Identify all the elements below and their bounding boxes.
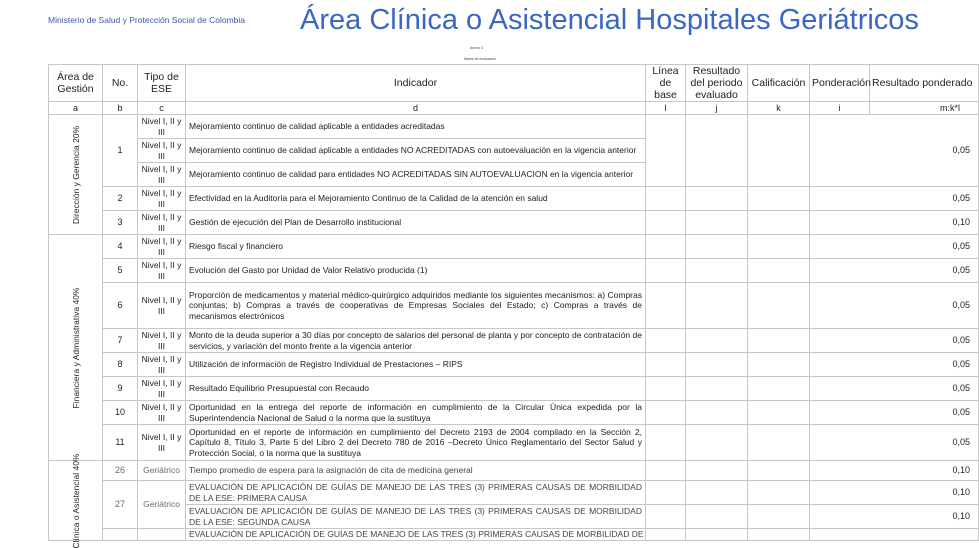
row-tipo: Nivel I, II y III xyxy=(138,329,186,353)
row-tipo: Nivel I, II y III xyxy=(138,235,186,259)
row-indicador: EVALUACIÓN DE APLICACIÓN DE GUÍAS DE MANEJO DE LAS TRES (3) PRIMERAS CAUSAS DE MORBILIDAD DE LA ESE: SEGUNDA CAUSA xyxy=(186,505,646,529)
table-row xyxy=(49,259,979,283)
cell-calificacion xyxy=(748,461,810,481)
row-ponderacion: 0,10 xyxy=(810,461,979,481)
cell-resultado xyxy=(686,187,748,211)
cell-linea xyxy=(646,461,686,481)
row-indicador: Resultado Equilibrio Presupuestal con Recaudo xyxy=(186,377,646,401)
row-indicador: EVALUACIÓN DE APLICACIÓN DE GUÍAS DE MANEJO DE LAS TRES (3) PRIMERAS CAUSAS DE MORBILIDAD DE xyxy=(186,529,646,541)
cell-linea xyxy=(646,211,686,235)
cell-resultado xyxy=(686,259,748,283)
letter-a: a xyxy=(49,102,103,115)
row-tipo: Nivel I, II y III xyxy=(138,259,186,283)
cell-calificacion xyxy=(748,329,810,353)
table-row xyxy=(49,353,979,377)
cell-calificacion xyxy=(748,211,810,235)
row-indicador: EVALUACIÓN DE APLICACIÓN DE GUÍAS DE MANEJO DE LAS TRES (3) PRIMERAS CAUSAS DE MORBILIDAD DE LA ESE: PRIMERA CAUSA xyxy=(186,481,646,505)
letter-i: i xyxy=(810,102,870,115)
row-tipo: Nivel I, II y III xyxy=(138,139,186,163)
cell-linea xyxy=(646,353,686,377)
row-tipo: Nivel I, II y III xyxy=(138,187,186,211)
cell-linea xyxy=(646,329,686,353)
header-tipo: Tipo de ESE xyxy=(138,65,186,102)
area-direccion xyxy=(49,115,103,235)
cell-linea xyxy=(646,401,686,425)
area-financiera xyxy=(49,235,103,461)
header-no: No. xyxy=(103,65,138,102)
cell-calificacion xyxy=(748,115,810,187)
row-ponderacion: 0,05 xyxy=(810,425,979,461)
row-tipo: Nivel I, II y III xyxy=(138,211,186,235)
ministry-label: Ministerio de Salud y Protección Social de Colombia xyxy=(48,15,246,25)
cell-calificacion xyxy=(748,235,810,259)
letter-c: c xyxy=(138,102,186,115)
row-indicador: Gestión de ejecución del Plan de Desarrollo institucional xyxy=(186,211,646,235)
cell-linea xyxy=(646,481,686,505)
cell-calificacion xyxy=(748,353,810,377)
row-tipo: Geriátrico xyxy=(138,481,186,529)
cell-resultado xyxy=(686,401,748,425)
letter-j: j xyxy=(686,102,748,115)
header-calificacion: Calificación xyxy=(748,65,810,102)
cell-linea xyxy=(646,425,686,461)
cell-resultado xyxy=(686,481,748,505)
row-no: 2 xyxy=(103,187,138,211)
row-ponderacion: 0,10 xyxy=(810,481,979,505)
row-indicador: Utilización de información de Registro Individual de Prestaciones – RIPS xyxy=(186,353,646,377)
row-no xyxy=(103,529,138,541)
row-no: 9 xyxy=(103,377,138,401)
row-no: 1 xyxy=(103,115,138,187)
row-indicador: Mejoramiento continuo de calidad aplicable a entidades NO ACREDITADAS con autoevaluación en la vigencia anterior xyxy=(186,139,646,163)
row-indicador: Oportunidad en la entrega del reporte de información en cumplimiento de la Circular Única expedida por la Superintendencia Nacional de Salud o la norma que la sustituya xyxy=(186,401,646,425)
header-linea-base: Línea de base xyxy=(646,65,686,102)
table-row xyxy=(49,461,979,481)
cell-linea xyxy=(646,377,686,401)
row-indicador: Efectividad en la Auditoría para el Mejoramiento Continuo de la Calidad de la atención en salud xyxy=(186,187,646,211)
cell-resultado xyxy=(686,425,748,461)
cell-linea xyxy=(646,187,686,211)
table-row xyxy=(49,187,979,211)
cell-resultado xyxy=(686,529,748,541)
row-no: 5 xyxy=(103,259,138,283)
cell-resultado xyxy=(686,329,748,353)
row-ponderacion: 0,05 xyxy=(810,115,979,187)
row-indicador: Proporción de medicamentos y material médico-quirúrgico adquiridos mediante los siguientes mecanismos: a) Compras conjuntas; b) Compras a través de cooperativas de Empresas Sociales del Estado; c) Compras a través de mecanismos electrónicos xyxy=(186,283,646,329)
letter-l: l xyxy=(646,102,686,115)
row-ponderacion: 0,10 xyxy=(810,211,979,235)
row-indicador: Monto de la deuda superior a 30 días por concepto de salarios del personal de planta y por concepto de contratación de servicios, y variación del monto frente a la vigencia anterior xyxy=(186,329,646,353)
cell-calificacion xyxy=(748,401,810,425)
row-ponderacion: 0,05 xyxy=(810,187,979,211)
row-tipo: Nivel I, II y III xyxy=(138,115,186,139)
header-resultado-ponderado: Resultado ponderado xyxy=(870,65,979,102)
header-area: Área de Gestión xyxy=(49,65,103,102)
cell-resultado xyxy=(686,353,748,377)
cell-linea xyxy=(646,283,686,329)
row-ponderacion: 0,05 xyxy=(810,377,979,401)
cell-resultado xyxy=(686,377,748,401)
table-row xyxy=(49,505,979,529)
letters-row xyxy=(49,102,979,115)
cell-resultado xyxy=(686,283,748,329)
row-no: 27 xyxy=(103,481,138,529)
row-tipo: Nivel I, II y III xyxy=(138,163,186,187)
row-tipo: Geriátrico xyxy=(138,461,186,481)
letter-b: b xyxy=(103,102,138,115)
area-financiera-label: Financiera y Administrativa 40% xyxy=(70,287,81,408)
row-no: 11 xyxy=(103,425,138,461)
letter-d: d xyxy=(186,102,646,115)
row-tipo: Nivel I, II y III xyxy=(138,353,186,377)
row-indicador: Evolución del Gasto por Unidad de Valor Relativo producida (1) xyxy=(186,259,646,283)
row-tipo xyxy=(138,529,186,541)
row-indicador: Mejoramiento continuo de calidad para entidades NO ACREDITADAS SIN AUTOEVALUACION en la vigencia anterior xyxy=(186,163,646,187)
row-tipo: Nivel I, II y III xyxy=(138,377,186,401)
header-indicador: Indicador xyxy=(186,65,646,102)
row-tipo: Nivel I, II y III xyxy=(138,425,186,461)
cell-linea xyxy=(646,235,686,259)
table-row xyxy=(49,329,979,353)
table-row xyxy=(49,115,979,139)
table-row xyxy=(49,529,979,541)
row-ponderacion: 0,05 xyxy=(810,259,979,283)
row-ponderacion: 0,10 xyxy=(810,505,979,529)
row-indicador: Mejoramiento continuo de calidad aplicable a entidades acreditadas xyxy=(186,115,646,139)
cell-calificacion xyxy=(748,529,810,541)
cell-linea xyxy=(646,259,686,283)
row-no: 4 xyxy=(103,235,138,259)
cell-calificacion xyxy=(748,187,810,211)
page-title: Área Clínica o Asistencial Hospitales Geriátricos xyxy=(300,4,919,36)
row-ponderacion: 0,05 xyxy=(810,353,979,377)
row-no: 8 xyxy=(103,353,138,377)
header-row xyxy=(49,65,979,102)
cell-linea xyxy=(646,505,686,529)
area-direccion-label: Dirección y Gerencia 20% xyxy=(70,125,81,224)
cell-calificacion xyxy=(748,425,810,461)
indicators-table xyxy=(48,64,979,548)
cell-resultado xyxy=(686,211,748,235)
row-ponderacion: 0,05 xyxy=(810,283,979,329)
table-row xyxy=(49,481,979,505)
table-row xyxy=(49,401,979,425)
row-no: 3 xyxy=(103,211,138,235)
table-row xyxy=(49,283,979,329)
table-row xyxy=(49,211,979,235)
cell-calificacion xyxy=(748,481,810,505)
row-no: 26 xyxy=(103,461,138,481)
cell-calificacion xyxy=(748,505,810,529)
table-row xyxy=(49,377,979,401)
row-no: 10 xyxy=(103,401,138,425)
row-indicador: Tiempo promedio de espera para la asignación de cita de medicina general xyxy=(186,461,646,481)
row-ponderacion: 0,05 xyxy=(810,329,979,353)
row-no: 6 xyxy=(103,283,138,329)
cell-resultado xyxy=(686,235,748,259)
micro-caption-2: Matriz de evaluación xyxy=(464,57,497,61)
row-indicador: Oportunidad en el reporte de información en cumplimiento del Decreto 2193 de 2004 compilado en la Sección 2, Capítulo 8, Título 3, Parte 5 del Libro 2 del Decreto 780 de 2016 –Decreto Único Reglamentario del Sector Salud y Protección Social, o la norma que la sustituya xyxy=(186,425,646,461)
letter-k: k xyxy=(748,102,810,115)
area-clinica-label: Clínica o Asistencial 40% xyxy=(70,453,81,548)
row-tipo: Nivel I, II y III xyxy=(138,283,186,329)
micro-caption-1: Anexo 4 xyxy=(470,46,483,50)
letter-m: m:k*l xyxy=(870,102,979,115)
cell-linea xyxy=(646,529,686,541)
cell-resultado xyxy=(686,461,748,481)
table-row xyxy=(49,425,979,461)
area-clinica xyxy=(49,453,103,548)
header-resultado: Resultado del periodo evaluado xyxy=(686,65,748,102)
row-indicador: Riesgo fiscal y financiero xyxy=(186,235,646,259)
cell-calificacion xyxy=(748,283,810,329)
row-tipo: Nivel I, II y III xyxy=(138,401,186,425)
cell-resultado xyxy=(686,505,748,529)
row-no: 7 xyxy=(103,329,138,353)
cell-calificacion xyxy=(748,377,810,401)
row-ponderacion: 0,05 xyxy=(810,401,979,425)
cell-resultado xyxy=(686,115,748,187)
row-ponderacion xyxy=(810,529,979,541)
cell-calificacion xyxy=(748,259,810,283)
row-ponderacion: 0,05 xyxy=(810,235,979,259)
table-row xyxy=(49,235,979,259)
header-ponderacion: Ponderación xyxy=(810,65,870,102)
cell-linea xyxy=(646,115,686,187)
